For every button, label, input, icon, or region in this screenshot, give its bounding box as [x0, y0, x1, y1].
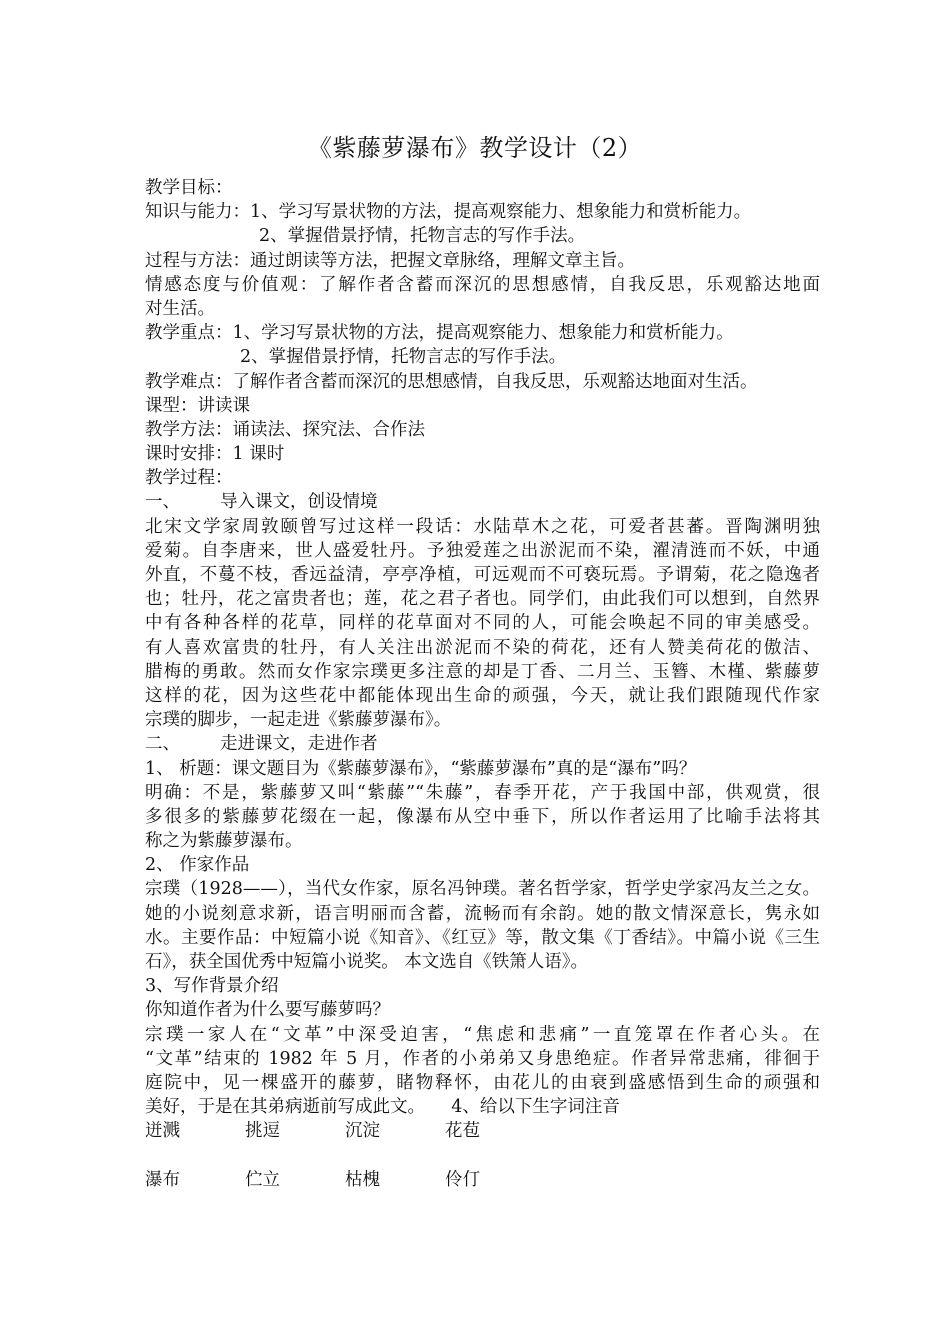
text-line: 也；牡丹，花之富贵者也；莲，花之君子者也。同学们，由此我们可以想到，自然界 — [145, 589, 820, 610]
vocab-word: 枯槐 — [345, 1169, 380, 1190]
text-line: 腊梅的勇敢。然而女作家宗璞更多注意的却是丁香、二月兰、玉簪、木槿、紫藤萝 — [145, 661, 820, 682]
document-title: 《紫藤萝瀑布》教学设计（2） — [307, 134, 643, 162]
vocab-word: 迸溅 — [145, 1121, 180, 1142]
text-line: 外直，不蔓不枝，香远益清，亭亭净植，可远观而不可亵玩焉。予谓菊，花之隐逸者 — [145, 565, 820, 585]
text-line: 称之为紫藤萝瀑布。 — [145, 831, 303, 852]
text-line: 有人喜欢富贵的牡丹，有人关注出淤泥而不染的荷花，还有人赞美荷花的傲洁、 — [145, 637, 820, 658]
vocab-row — [145, 1168, 820, 1192]
vocab-word: 瀑布 — [145, 1169, 180, 1190]
section-number: 二、 — [145, 734, 180, 755]
text-line: 过程与方法：通过朗读等方法，把握文章脉络，理解文章主旨。 — [145, 250, 635, 271]
text-line: 中有各种各样的花草，同样的花草面对不同的人，可能会唤起不同的审美感受。 — [145, 613, 820, 634]
text-line: 水。主要作品：中短篇小说《知音》、《红豆》等，散文集《丁香结》。中篇小说《三生 — [145, 927, 820, 948]
text-line: 课时安排：1 课时 — [145, 444, 285, 465]
text-line: 你知道作者为什么要写藤萝吗？ — [145, 1000, 390, 1021]
text-line: 宗璞一家人在“文革”中深受迫害，“焦虑和悲痛”一直笼罩在作者心头。在 — [145, 1024, 820, 1045]
document-body — [145, 176, 820, 1192]
text-line: 2、 作家作品 — [145, 855, 250, 876]
text-line: 教学方法：诵读法、探究法、合作法 — [145, 419, 425, 440]
section-heading-1 — [145, 490, 820, 514]
text-line: 她的小说刻意求新，语言明丽而含蓄，流畅而有余韵。她的散文情深意长，隽永如 — [145, 903, 820, 924]
text-line: 2、掌握借景抒情，托物言志的写作手法。 — [240, 347, 567, 368]
vocab-word: 挑逗 — [245, 1121, 280, 1142]
text-line: 知识与能力：1、学习写景状物的方法，提高观察能力、想象能力和赏析能力。 — [145, 202, 752, 223]
text-line: 多很多的紫藤萝花缀在一起，像瀑布从空中垂下，所以作者运用了比喻手法将其 — [145, 806, 820, 827]
section-title: 走进课文，走进作者 — [220, 734, 378, 755]
text-line: 明确：不是，紫藤萝又叫“紫藤”“朱藤”，春季开花，产于我国中部，供观赏，很 — [145, 782, 820, 803]
section-title: 导入课文，创设情境 — [220, 492, 378, 513]
text-line: 美好，于是在其弟病逝前写成此文。 4、给以下生字词注音 — [145, 1097, 620, 1118]
text-line: 宗璞（1928——），当代女作家，原名冯钟璞。著名哲学家，哲学史学家冯友兰之女。 — [145, 879, 820, 900]
text-line: 情感态度与价值观：了解作者含蓄而深沉的思想感情，自我反思，乐观豁达地面 — [145, 274, 820, 295]
text-line: 教学难点：了解作者含蓄而深沉的思想感情，自我反思，乐观豁达地面对生活。 — [145, 371, 758, 392]
text-line: 教学过程： — [145, 468, 233, 489]
text-line: 教学目标： — [145, 178, 233, 198]
text-line: 石》，获全国优秀中短篇小说奖。 本文选自《铁箫人语》。 — [145, 952, 589, 972]
text-line: 3、写作背景介绍 — [145, 976, 279, 997]
text-line: 课型：讲读课 — [145, 395, 250, 416]
text-line: 2、掌握借景抒情，托物言志的写作手法。 — [259, 226, 586, 247]
text-line: 这样的花，因为这些花中都能体现出生命的顽强，今天，就让我们跟随现代作家 — [145, 685, 820, 706]
text-line: “文革”结束的 1982 年 5 月，作者的小弟弟又身患绝症。作者异常悲痛，徘徊于 — [145, 1048, 820, 1069]
text-line: 对生活。 — [145, 298, 215, 319]
section-number: 一、 — [145, 492, 180, 513]
text-line: 爱菊。自李唐来，世人盛爱牡丹。予独爱莲之出淤泥而不染，濯清涟而不妖，中通 — [145, 540, 820, 561]
text-line: 北宋文学家周敦颐曾写过这样一段话：水陆草木之花，可爱者甚蕃。晋陶渊明独 — [145, 516, 820, 537]
text-line: 宗璞的脚步，一起走进《紫藤萝瀑布》。 — [145, 710, 452, 731]
vocab-word: 沉淀 — [345, 1121, 380, 1142]
vocab-row — [145, 1119, 820, 1143]
text-line: 1、 析题：课文题目为《紫藤萝瀑布》，“紫藤萝瀑布”真的是“瀑布”吗？ — [145, 758, 697, 779]
vocab-word: 伫立 — [245, 1169, 280, 1190]
blank-line — [145, 1144, 820, 1168]
vocab-word: 伶仃 — [445, 1169, 480, 1190]
vocab-word: 花苞 — [445, 1121, 480, 1142]
text-line: 教学重点：1、学习写景状物的方法，提高观察能力、想象能力和赏析能力。 — [145, 323, 734, 344]
section-heading-2 — [145, 732, 820, 756]
text-line: 庭院中，见一棵盛开的藤萝，睹物释怀，由花儿的由衰到盛感悟到生命的顽强和 — [145, 1072, 820, 1093]
